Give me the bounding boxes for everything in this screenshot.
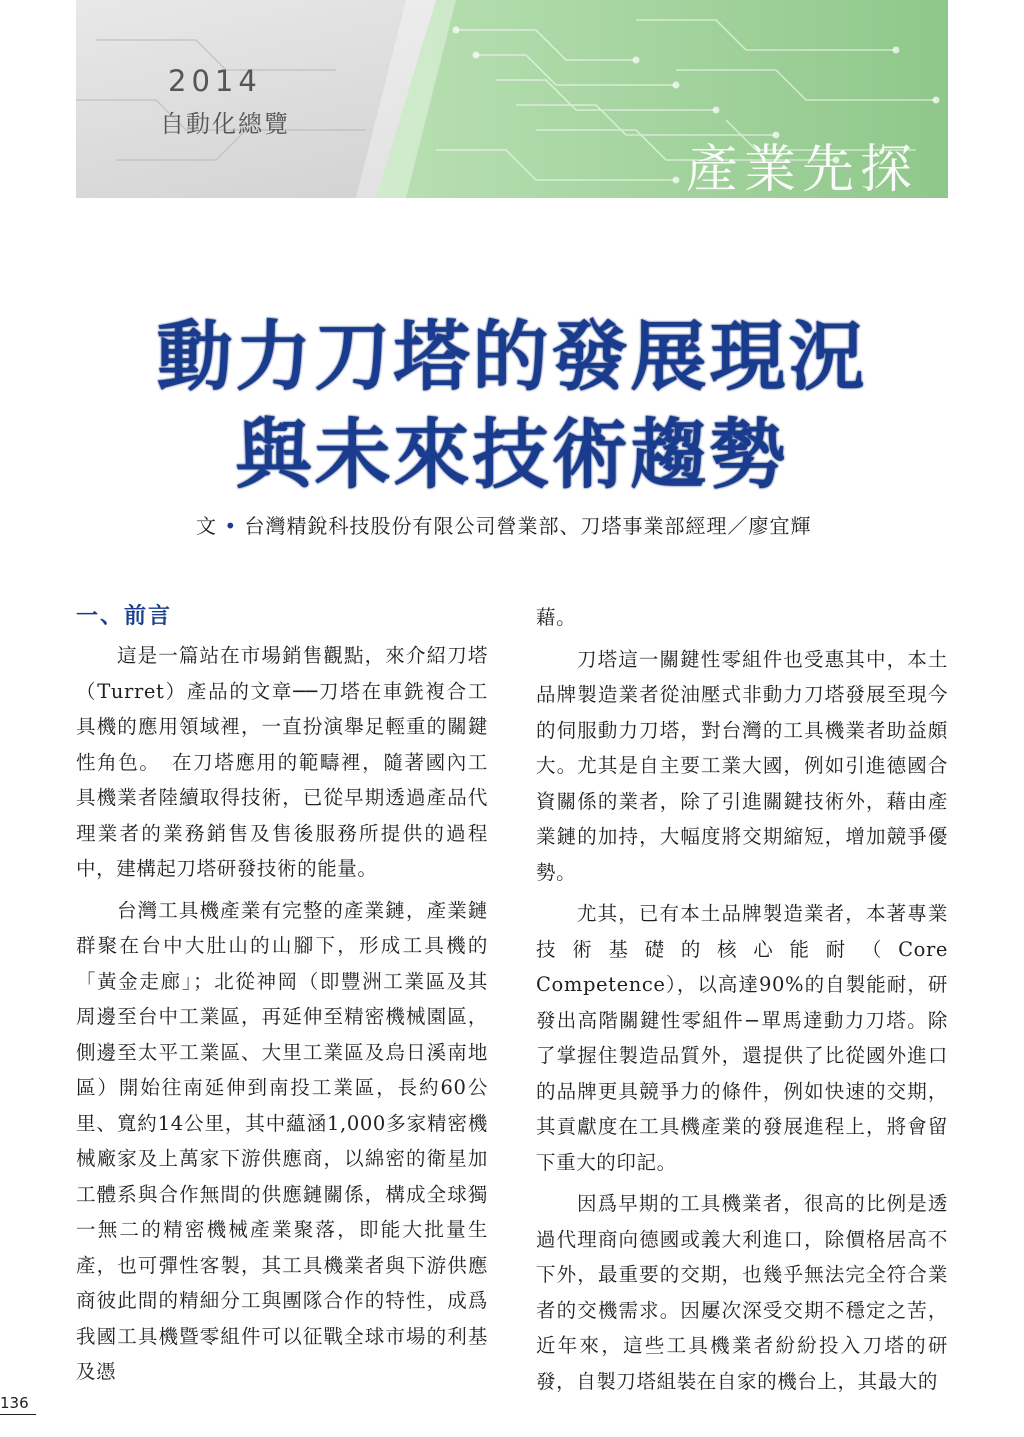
byline: [196, 510, 896, 539]
byline-author: 台灣精銳科技股份有限公司營業部、刀塔事業部經理／廖宜輝: [244, 514, 812, 538]
paragraph: 尤其，已有本土品牌製造業者，本著專業技術基礎的核心能耐（Core Competence），以高達90%的自製能耐，研發出高階關鍵性零組件−單馬達動力刀塔。除了掌握住製造品質外，還提供了比從國外進口的品牌更具競爭力的條件，例如快速的交期，其貢獻度在工具機產業的發展進程上，將會留下重大的印記。: [536, 902, 948, 1174]
paragraph: 台灣工具機產業有完整的產業鏈，產業鏈群聚在台中大肚山的山腳下，形成工具機的「黃金走廊」；北從神岡（即豐洲工業區及其周邊至台中工業區，再延伸至精密機械園區，側邊至太平工業區、大里工業區及烏日溪南地區）開始往南延伸到南投工業區，長約60公里、寬約14公里，其中蘊涵1,000多家精密機械廠家及上萬家下游供應商，以綿密的衛星加工體系與合作無間的供應鏈關係，構成全球獨一無二的精密機械產業聚落，即能大批量生產，也可彈性客製，其工具機業者與下游供應商彼此間的精細分工與團隊合作的特性，成爲我國工具機暨零組件可以征戰全球市場的利基及憑: [76, 898, 488, 1383]
banner-year: 2014: [168, 64, 262, 98]
paragraph: 這是一篇站在市場銷售觀點，來介紹刀塔（Turret）產品的文章──刀塔在車銑複合工具機的應用領域裡，一直扮演舉足輕重的關鍵性角色。 在刀塔應用的範疇裡，隨著國內工具機業者陸續取得技術，已從早期透過產品代理業者的業務銷售及售後服務所提供的過程中，建構起刀塔研發技術的能量。: [76, 644, 488, 880]
article-title-line-2: 與未來技術趨勢: [235, 410, 789, 499]
header-banner: [76, 0, 948, 198]
page-number-rule: [0, 1414, 36, 1415]
section-heading: 一、前言: [76, 604, 173, 629]
byline-separator: •: [224, 514, 238, 538]
byline-prefix: 文: [196, 514, 217, 538]
right-column: [536, 600, 948, 1405]
left-column: [76, 600, 488, 1396]
paragraph: 藉。: [536, 606, 577, 629]
paragraph: 刀塔這一關鍵性零組件也受惠其中，本土品牌製造業者從油壓式非動力刀塔發展至現今的伺服動力刀塔，對台灣的工具機業者助益頗大。尤其是自主要工業大國，例如引進德國合資關係的業者，除了引進關鍵技術外，藉由產業鏈的加持，大幅度將交期縮短，增加競爭優勢。: [536, 647, 948, 884]
publication-name: 自動化總覽: [160, 110, 290, 138]
page-number: 136: [0, 1394, 29, 1412]
section-label: 產業先探: [686, 140, 919, 198]
paragraph: 因爲早期的工具機業者，很高的比例是透過代理商向德國或義大利進口，除價格居高不下外，最重要的交期，也幾乎無法完全符合業者的交機需求。因屢次深受交期不穩定之苦，近年來，這些工具機業者紛紛投入刀塔的研發，自製刀塔組裝在自家的機台上，其最大的: [536, 1192, 948, 1393]
article-title-line-1: 動力刀塔的發展現況: [156, 312, 868, 401]
